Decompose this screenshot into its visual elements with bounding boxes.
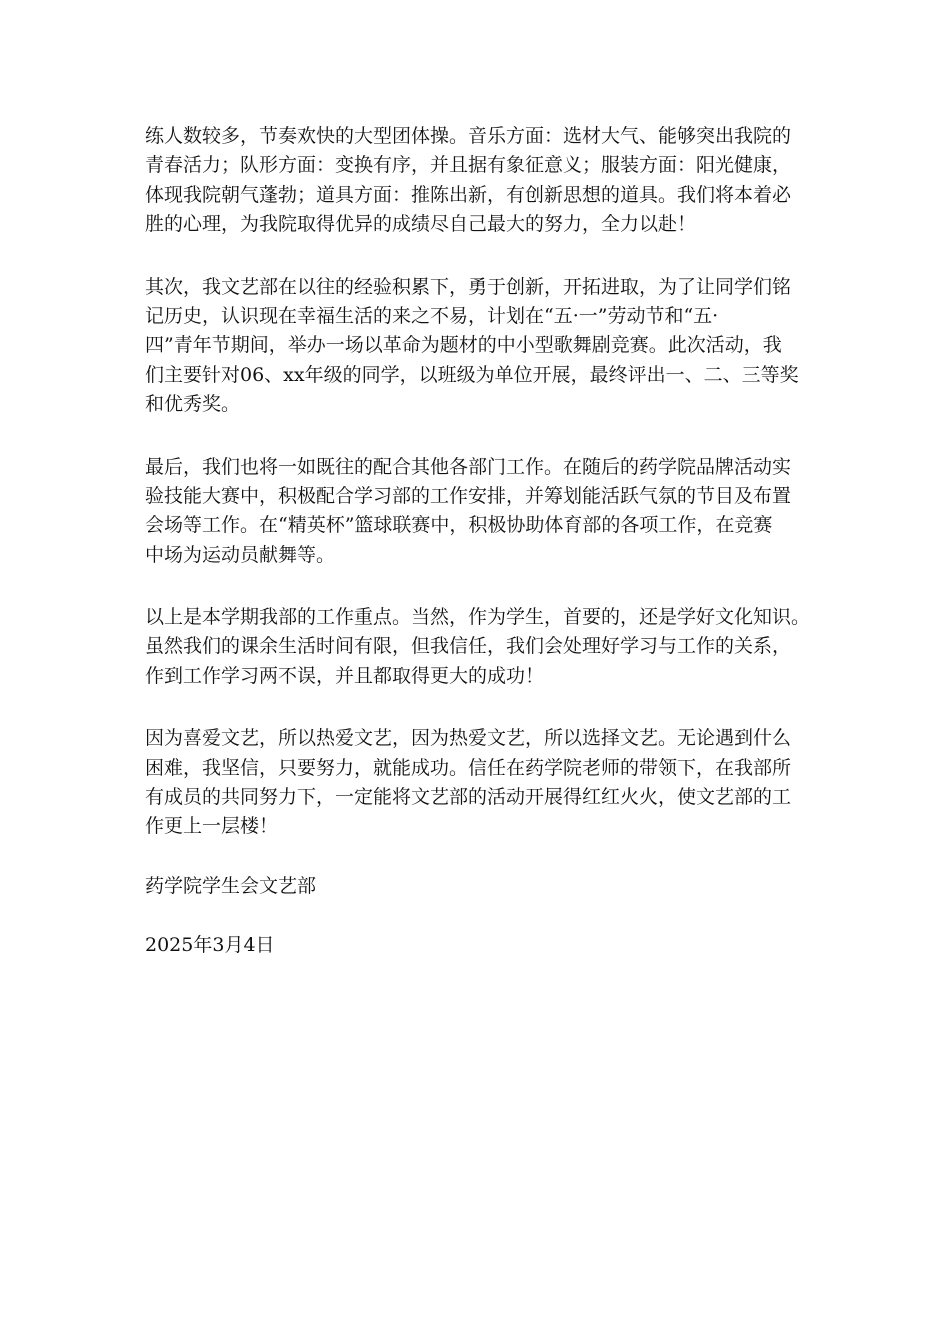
text-line: 作更上一层楼！ <box>145 815 279 838</box>
text-line: 有成员的共同努力下，一定能将文艺部的活动开展得红红火火，使文艺部的工 <box>145 786 792 809</box>
paragraph-4 <box>145 603 825 691</box>
text-line: 青春活力；队形方面：变换有序，并且据有象征意义；服装方面：阳光健康， <box>145 154 792 177</box>
text-line: 其次，我文艺部在以往的经验积累下，勇于创新，开拓进取，为了让同学们铭 <box>145 275 792 298</box>
text-line: 四”青年节期间，举办一场以革命为题材的中小型歌舞剧竞赛。此次活动，我 <box>145 334 782 357</box>
paragraph-1 <box>145 122 825 240</box>
text-line: 体现我院朝气蓬勃；道具方面：推陈出新，有创新思想的道具。我们将本着必 <box>145 183 792 206</box>
text-line: 练人数较多，节奏欢快的大型团体操。音乐方面：选材大气、能够突出我院的 <box>145 125 792 147</box>
text-line: 会场等工作。在“精英杯”篮球联赛中，积极协助体育部的各项工作，在竞赛 <box>145 514 773 537</box>
text-line: 困难，我坚信，只要努力，就能成功。信任在药学院老师的带领下，在我部所 <box>145 756 792 779</box>
text-line: 和优秀奖。 <box>145 393 241 416</box>
paragraph-gap <box>145 570 825 603</box>
text-line: 以上是本学期我部的工作重点。当然，作为学生，首要的，还是学好文化知识。 <box>145 606 811 629</box>
paragraph-5 <box>145 724 825 842</box>
text-line: 胜的心理，为我院取得优异的成绩尽自己最大的努力，全力以赴！ <box>145 213 697 236</box>
paragraph-gap <box>145 901 825 931</box>
paragraph-3 <box>145 453 825 571</box>
signature-block <box>145 872 825 961</box>
text-line: 们主要针对06、xx年级的同学，以班级为单位开展，最终评出一、二、三等奖 <box>145 363 799 386</box>
text-line: 因为喜爱文艺，所以热爱文艺，因为热爱文艺，所以选择文艺。无论遇到什么 <box>145 727 792 750</box>
paragraph-gap <box>145 691 825 724</box>
paragraph-gap <box>145 420 825 453</box>
paragraph-gap <box>145 240 825 273</box>
signature-org: 药学院学生会文艺部 <box>145 874 317 897</box>
text-line: 作到工作学习两不误，并且都取得更大的成功！ <box>145 664 545 687</box>
text-line: 中场为运动员献舞等。 <box>145 543 336 566</box>
text-line: 最后，我们也将一如既往的配合其他各部门工作。在随后的药学院品牌活动实 <box>145 455 792 478</box>
text-line: 验技能大赛中，积极配合学习部的工作安排，并筹划能活跃气氛的节目及布置 <box>145 484 792 507</box>
text-line: 记历史，认识现在幸福生活的来之不易，计划在“五·一”劳动节和“五· <box>145 304 719 327</box>
paragraph-2 <box>145 273 825 420</box>
paragraph-gap <box>145 842 825 872</box>
signature-date: 2025年3月4日 <box>145 934 275 957</box>
text-line: 虽然我们的课余生活时间有限，但我信任，我们会处理好学习与工作的关系， <box>145 635 792 658</box>
document-body <box>145 122 825 961</box>
